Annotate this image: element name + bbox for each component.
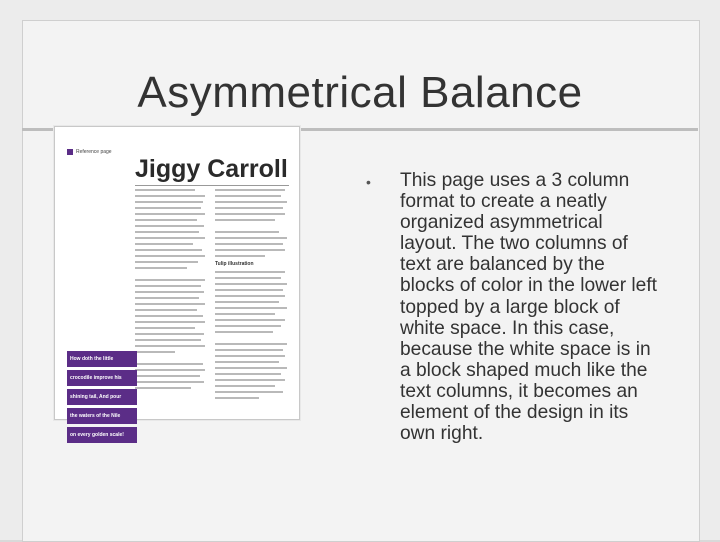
thumbnail-column-right bbox=[215, 189, 289, 403]
bullet-marker: • bbox=[366, 174, 371, 190]
slide-title: Asymmetrical Balance bbox=[137, 68, 583, 117]
page-thumbnail bbox=[54, 126, 300, 438]
purple-bar: crocodile improve his bbox=[67, 370, 137, 386]
purple-bar: shining tail, And pour bbox=[67, 389, 137, 405]
thumbnail-subhead: Tulip illustration bbox=[215, 261, 254, 267]
thumbnail-purple-blocks bbox=[67, 351, 137, 446]
purple-bar: on every golden scale! bbox=[67, 427, 137, 443]
thumbnail-rule bbox=[135, 185, 289, 186]
title-area bbox=[22, 20, 698, 128]
purple-bar: How doth the little bbox=[67, 351, 137, 367]
purple-bar: the waters of the Nile bbox=[67, 408, 137, 424]
thumbnail-column-left bbox=[135, 189, 207, 393]
header-square-icon bbox=[67, 149, 73, 155]
thumbnail-header-label: Reference page bbox=[76, 149, 112, 155]
bullet-text: This page uses a 3 column format to create a neatly organized asymmetrical layout. The two columns of text are balanced by the blocks of color in the lower left topped by a large block of white space. In this case, because the white space is in a block shaped much like the text columns, it becomes an element of the design in its own right. bbox=[400, 170, 658, 445]
thumbnail-title: Jiggy Carroll bbox=[135, 155, 288, 183]
